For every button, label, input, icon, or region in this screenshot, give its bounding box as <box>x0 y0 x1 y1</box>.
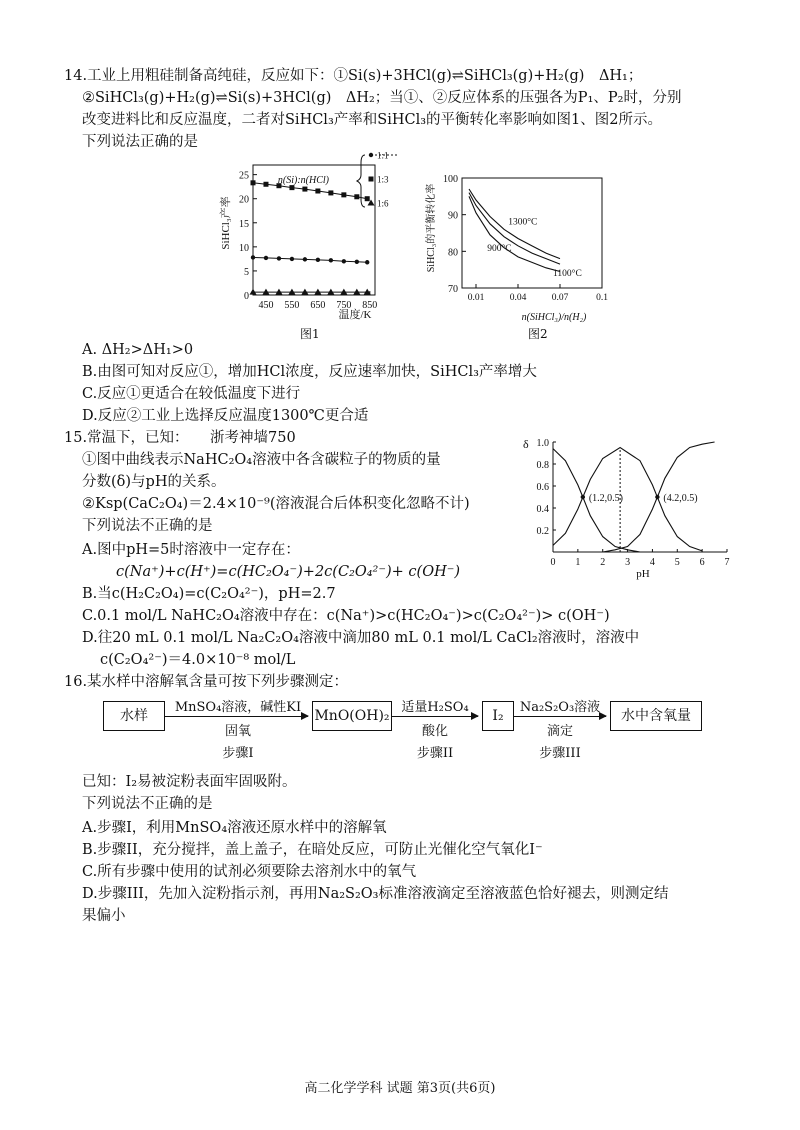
fig1-point-square <box>328 190 333 195</box>
flow-step-3: 步骤III <box>539 746 581 761</box>
fig1-xtick-label: 450 <box>258 300 274 311</box>
flow-box-water-sample: 水样 <box>103 701 165 731</box>
q16-stem-line1: 16.某水样中溶解氧含量可按下列步骤测定： <box>64 674 349 690</box>
fig1-point-circle <box>316 258 320 262</box>
fig2-ytick-label: 100 <box>443 174 458 185</box>
fig1-ytick-label: 10 <box>239 242 249 254</box>
fig1-caption: 图1 <box>300 327 320 341</box>
fig1-legend-title: n(Si):n(HCl) <box>277 175 329 186</box>
fig1-ytick-label: 25 <box>239 170 249 182</box>
page-footer: 高二化学学科 试题 第3页(共6页) <box>304 1081 496 1096</box>
fig1-point-circle <box>365 260 369 264</box>
flow-box-mno-oh2: MnO(OH)₂ <box>312 701 392 731</box>
fig1-legend-marker-circle <box>369 153 373 157</box>
fig1-point-square <box>302 187 307 192</box>
q16-option-d: D.步骤III，先加入淀粉指示剂，再用Na₂S₂O₃标准溶液滴定至溶液蓝色恰好褪去，则测定结 <box>82 886 669 902</box>
figure-3-chart <box>515 432 740 582</box>
fig1-series-line <box>253 257 367 262</box>
q15-option-a-equation: c(Na⁺)+c(H⁺)=c(HC₂O₄⁻)+2c(C₂O₄²⁻)+ c(OH⁻) <box>116 564 461 580</box>
fig1-point-circle <box>264 256 268 260</box>
fig2-ylabel: SiHCl₃的平衡转化率 <box>426 183 437 273</box>
fig3-crossing-point <box>581 495 585 499</box>
fig3-ytick-label: 0.8 <box>536 460 549 471</box>
fig1-point-circle <box>342 259 346 263</box>
fig3-ylabel: δ <box>523 437 529 451</box>
fig3-ytick-label: 0.6 <box>536 482 549 493</box>
flow-arrow-2 <box>392 716 478 717</box>
q16-option-b: B.步骤II，充分搅拌，盖上盖子，在暗处反应，可防止光催化空气氧化I⁻ <box>82 842 543 858</box>
flow-step-2: 步骤II <box>416 746 454 761</box>
fig3-xlabel: pH <box>636 568 650 580</box>
q14-option-b: B.由图可知对反应①，增加HCl浓度，反应速率加快，SiHCl₃产率增大 <box>82 364 537 380</box>
fig1-point-square <box>365 196 370 201</box>
flow-arrow-3-operation: 滴定 <box>546 724 573 739</box>
fig1-ytick-label: 20 <box>239 194 249 206</box>
fig2-ytick-label: 70 <box>448 284 458 295</box>
fig3-ytick-label: 0.2 <box>536 526 549 537</box>
fig1-ytick-label: 15 <box>239 218 249 230</box>
flow-arrow-3-reagent: Na₂S₂O₃溶液 <box>519 700 601 715</box>
q14-option-a: A. ΔH₂>ΔH₁>0 <box>82 342 194 358</box>
q14-option-d: D.反应②工业上选择反应温度1300℃更合适 <box>82 408 369 424</box>
q14-option-c: C.反应①更适合在较低温度下进行 <box>82 386 301 402</box>
fig1-xtick-label: 850 <box>362 300 378 311</box>
fig1-point-circle <box>277 256 281 260</box>
fig3-xtick-label: 6 <box>699 557 705 568</box>
q15-option-d: D.往20 mL 0.1 mol/L Na₂C₂O₄溶液中滴加80 mL 0.1 mol/L CaCl₂溶液时，溶液中 <box>82 630 640 646</box>
fig2-series-label: 1100°C <box>553 269 582 280</box>
fig3-crossing-point <box>655 495 659 499</box>
fig3-xtick-label: 2 <box>600 557 606 568</box>
fig3-annotation-1: (1.2,0.5) <box>588 493 624 504</box>
fig3-xtick-label: 4 <box>649 557 655 568</box>
fig1-point-square <box>315 189 320 194</box>
fig2-xtick-label: 0.01 <box>467 293 485 303</box>
q15-stem-line5: 下列说法不正确的是 <box>82 518 213 534</box>
q15-option-a: A.图中pH=5时溶液中一定存在： <box>82 542 300 558</box>
q15-option-d-cont: c(C₂O₄²⁻)＝4.0×10⁻⁸ mol/L <box>100 652 296 668</box>
figure-2-chart <box>420 168 620 328</box>
flow-step-1: 步骤I <box>222 746 254 761</box>
fig3-xtick-label: 5 <box>674 557 680 568</box>
fig2-xtick-label: 0.07 <box>551 293 569 303</box>
q14-stem-line4: 下列说法正确的是 <box>82 134 198 150</box>
fig2-series-label: 1300°C <box>508 217 538 228</box>
fig1-legend-marker-square <box>369 177 374 182</box>
fig1-legend-label: 1:6 <box>377 198 389 209</box>
fig2-ytick-label: 90 <box>448 210 458 222</box>
fig1-point-square <box>354 194 359 199</box>
fig1-point-circle <box>290 257 294 261</box>
q14-stem-line3: 改变进料比和反应温度，二者对SiHCl₃产率和SiHCl₃的平衡转化率影响如图1、图2所示。 <box>82 112 662 128</box>
fig1-xtick-label: 550 <box>284 300 300 311</box>
q14-stem-line1: 14.工业上用粗硅制备高纯硅，反应如下：①Si(s)+3HCl(g)⇌SiHCl₃(g)+H₂(g) ΔH₁； <box>64 68 643 84</box>
fig1-point-circle <box>329 258 333 262</box>
fig2-caption: 图2 <box>528 327 548 341</box>
fig1-point-circle <box>303 257 307 261</box>
fig1-xtick-label: 650 <box>310 300 326 311</box>
q16-option-a: A.步骤I，利用MnSO₄溶液还原水样中的溶解氧 <box>82 820 387 836</box>
fig1-point-square <box>251 180 256 185</box>
fig3-ytick-label: 1.0 <box>536 438 549 449</box>
fig3-ytick-label: 0.4 <box>536 504 549 515</box>
q15-stem-line4: ②Ksp(CaC₂O₄)＝2.4×10⁻⁹(溶液混合后体积变化忽略不计) <box>82 496 470 512</box>
flow-arrow-1-operation: 固氧 <box>224 724 251 739</box>
fig1-ylabel: SiHCl₃产率 <box>220 196 232 250</box>
fig2-ytick-label: 80 <box>448 247 458 259</box>
fig2-xlabel: n(SiHCl₃)/n(H₂) <box>521 312 587 323</box>
q16-option-c: C.所有步骤中使用的试剂必须要除去溶剂水中的氧气 <box>82 864 417 880</box>
fig3-annotation-2: (4.2,0.5) <box>663 493 698 504</box>
fig1-legend-label: 1:3 <box>377 174 389 185</box>
q15-stem-line2: ①图中曲线表示NaHC₂O₄溶液中各含碳粒子的物质的量 <box>82 452 441 468</box>
fig1-legend-label: 1:1 <box>377 150 389 161</box>
fig1-point-square <box>263 182 268 187</box>
q16-option-d-cont: 果偏小 <box>82 908 126 924</box>
fig3-xtick-label: 1 <box>575 557 581 568</box>
fig2-xtick-label: 0.1 <box>596 293 608 303</box>
fig3-xtick-label: 3 <box>625 557 631 568</box>
fig1-ytick-label: 0 <box>244 291 249 302</box>
q15-watermark: 浙考神墙750 <box>210 430 296 446</box>
fig1-ytick-label: 5 <box>244 266 249 278</box>
q16-question: 下列说法不正确的是 <box>82 796 213 812</box>
q14-stem-line2: ②SiHCl₃(g)+H₂(g)⇌Si(s)+3HCl(g) ΔH₂；当①、②反应体系的压强各为P₁、P₂时，分别 <box>82 90 682 106</box>
fig1-xtick-label: 750 <box>336 300 352 311</box>
flow-arrow-1-reagent: MnSO₄溶液，碱性KI <box>174 700 302 715</box>
fig3-xtick-label: 0 <box>550 557 556 568</box>
fig2-xtick-label: 0.04 <box>509 293 527 303</box>
flow-arrow-2-operation: 酸化 <box>421 724 448 739</box>
fig1-point-circle <box>355 260 359 264</box>
fig1-point-circle <box>251 255 255 259</box>
flow-arrow-3 <box>514 716 606 717</box>
fig3-xtick-label: 7 <box>724 557 730 568</box>
q16-known: 已知：I₂易被淀粉表面牢固吸附。 <box>82 774 297 790</box>
q15-stem-line3: 分数(δ)与pH的关系。 <box>82 474 226 490</box>
q15-stem-line1: 15.常温下，已知： <box>64 430 189 446</box>
figure-1-chart <box>215 145 405 325</box>
fig2-series-label: 900°C <box>487 243 512 254</box>
q15-option-b: B.当c(H₂C₂O₄)=c(C₂O₄²⁻)，pH=2.7 <box>82 586 336 602</box>
fig1-xlabel: 温度/K <box>338 309 372 321</box>
q15-option-c: C.0.1 mol/L NaHC₂O₄溶液中存在：c(Na⁺)>c(HC₂O₄⁻)>c(C₂O₄²⁻)> c(OH⁻) <box>82 608 610 624</box>
flow-arrow-2-reagent: 适量H₂SO₄ <box>401 700 469 715</box>
flow-box-oxygen-content: 水中含氧量 <box>610 701 702 731</box>
flow-box-iodine: I₂ <box>482 701 514 731</box>
flow-arrow-1 <box>165 716 308 717</box>
fig1-point-square <box>341 192 346 197</box>
